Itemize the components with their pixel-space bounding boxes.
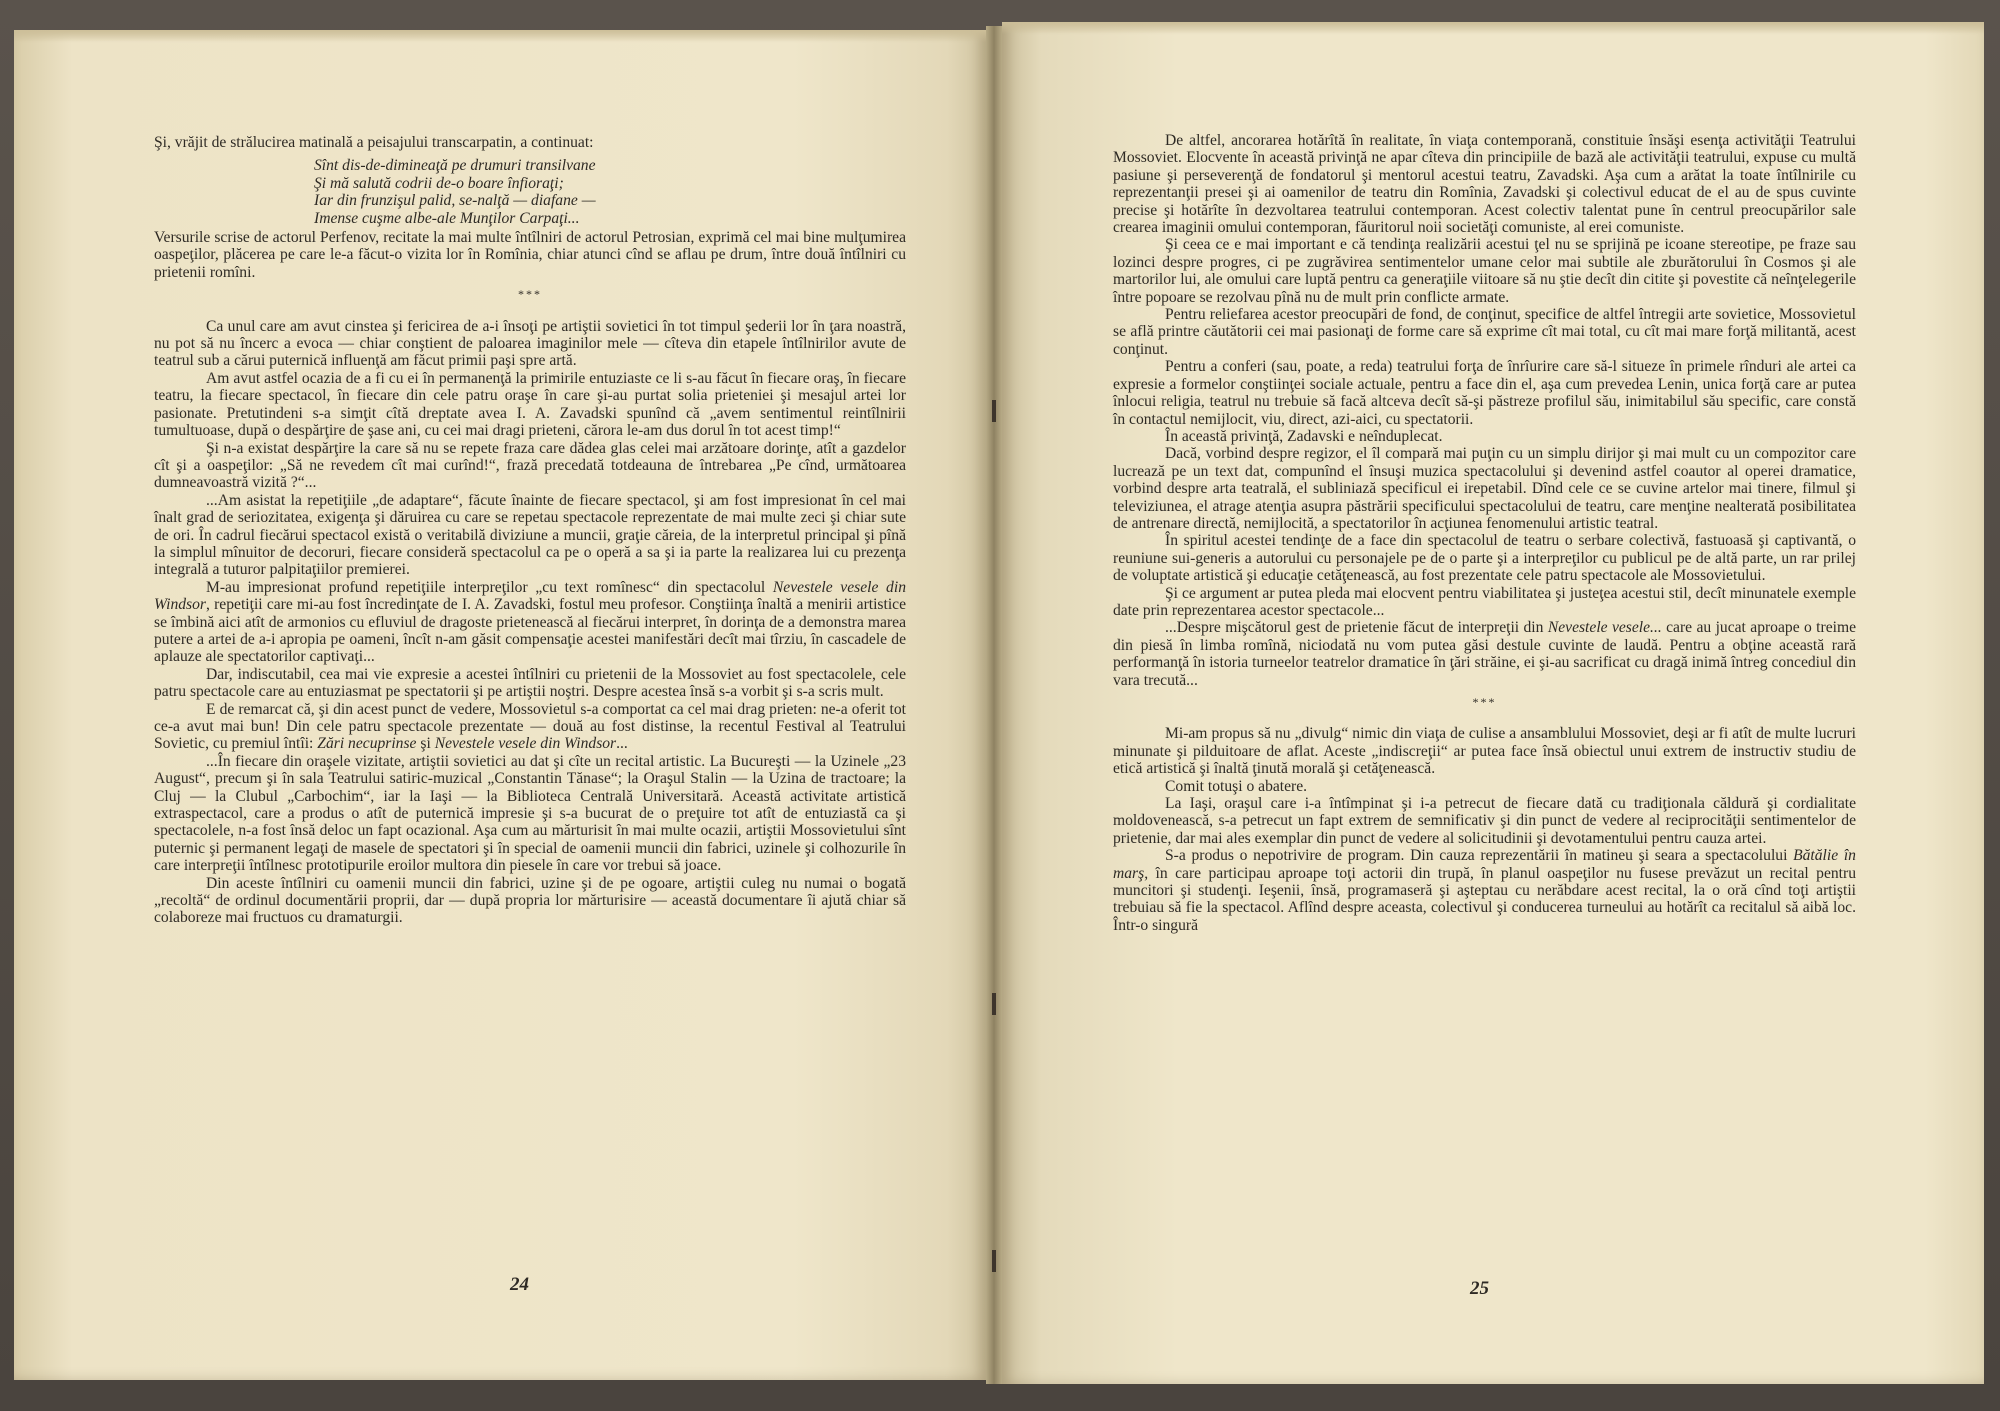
poem-line: Şi mă salută codrii de-o boare înfioraţi; [314,174,564,192]
binding-stitch [992,400,996,422]
book-gutter [986,26,1002,1384]
paragraph: Dar, indiscutabil, cea mai vie expresie a acestei întîlniri cu prietenii de la Mossoviet au fost spectacolele, cele patru spectacole care au entuziasmat pe spectatorii şi pe artiştii noştri. Despre acestea însă s-a vorbit şi s-a scris mult. [154,665,906,701]
paragraph: Comit totuşi o abatere. [1165,777,1308,795]
right-page [1002,22,1984,1384]
left-page [14,30,986,1380]
right-page-text [1113,132,1856,934]
paragraph: M-au impresionat profund repetiţiile interpreţilor „cu text romînesc“ din spectacolul Nevestele vesele din Windsor, repetiţii care mi-au fost încredinţate de I. A. Zavadski, fostul meu profesor. Conştiinţa înaltă a menirii artistice se îmbină aici atît de armonios cu efluviul de dragoste prietenească al fiecărui interpret, în dorinţa de a demonstra marea putere a artei de a-i apropia pe oameni, încît n-am găsit compensaţie acestei manifestări decît mai tîrziu, în cascadele de aplauze ale spectatorilor captivaţi... [154,578,906,666]
paragraph: Pentru a conferi (sau, poate, a reda) teatrului forţa de înrîurire care să-l situeze în primele rînduri ale artei ca expresie a formelor conştiinţei sociale actuale, pentru a face din el, aşa cum prevedea Lenin, unica forţă care ar putea înlocui religia, teatrul nu trebuie să facă altceva decît să-şi păstreze profilul său, inimitabilul său specific, care constă în contactul nemijlocit, viu, direct, azi-aici, cu spectatorii. [1113,358,1856,428]
paragraph: ...Am asistat la repetiţiile „de adaptare“, făcute înainte de fiecare spectacol, şi am fost impresionat în cel mai înalt grad de seriozitatea, exigenţa şi dăruirea cu care se repetau spectacole reprezentate de mai multe zeci şi chiar sute de ori. În cadrul fiecărui spectacol există o veritabilă diviziune a muncii, graţie căreia, de la interpretul principal şi pînă la simplul mînuitor de decoruri, fiecare consideră spectacolul ca pe o operă a sa şi ia parte la realizarea lui cu prezenţa integrală a tuturor palpitaţiilor premierei. [154,491,906,579]
paragraph: În această privinţă, Zadavski e neînduplecat. [1165,427,1443,445]
paragraph: De altfel, ancorarea hotărîtă în realitate, în viaţa contemporană, constituie însăşi esenţa activităţii Teatrului Mossoviet. Elocvente în această privinţă ne apar cîteva din principiile de bază ale activităţii teatrului, expuse cu multă pasiune şi perseverenţă de fondatorul şi mentorul acestui teatru, Zavadski. Aşa cum a arătat la toate întîlnirile cu reprezentanţii presei şi ai oamenilor de teatru din Romînia, Zavadski şi colectivul educat de el au de spus cuvinte precise şi hotărîte în dezvoltarea teatrului contemporan. Acest colectiv talentat pune în centrul preocupărilor sale crearea imaginii omului contemporan, făuritorul noii societăţi comuniste, al erei comuniste. [1113,132,1856,237]
paragraph: Şi n-a existat despărţire la care să nu se repete fraza care dădea glas celei mai arzătoare dorinţe, atît a gazdelor cît şi a oaspeţilor: „Să ne revedem cît mai curînd!“, frază precedată totdeauna de întrebarea „Pe cînd, următoarea dumneavoastră vizită ?“... [154,439,906,492]
section-separator: *** [518,287,542,302]
page-number: 24 [510,1274,529,1295]
paragraph: E de remarcat că, şi din acest punct de vedere, Mossovietul s-a comportat ca cel mai drag prieten: ne-a oferit tot ce-a avut mai bun! Din cele patru spectacole prezentate — două au fost distinse, la recentul Festival al Teatrului Sovietic, cu premiul întîi: Zări necuprinse şi Nevestele vesele din Windsor... [154,700,906,753]
poem-line: Iar din frunzişul palid, se-nalţă — diafane — [314,192,596,210]
paragraph: Am avut astfel ocazia de a fi cu ei în permanenţă la primirile entuziaste ce li s-au făcut în fiecare oraş, în fiecare teatru, la fiecare spectacol, în fiecare din cele patru oraşe în care şi-au purtat solia prieteniei şi mesajul artei lor pasionate. Pretutindeni s-a simţit cîtă dreptate avea I. A. Zavadski spunînd că „avem sentimentul reintîlnirii tumultuoase, după o despărţire de şase ani, cu cei mai dragi prieteni, cărora le-am dus dorul în tot acest timp!“ [154,369,906,440]
intro-line: Şi, vrăjit de strălucirea matinală a peisajului transcarpatin, a continuat: [154,134,594,151]
paragraph: ...În fiecare din oraşele vizitate, artiştii sovietici au dat şi cîte un recital artistic. La Bucureşti — la Uzinele „23 August“, precum şi în sala Teatrului satiric-muzical „Constantin Tănase“; la Oraşul Stalin — la Uzina de tractoare; la Cluj — la Clubul „Carbochim“, iar la Iaşi — la Biblioteca Centrală Universitară. Această activitate artistică extraspectacol, care a produs o atît de puternică impresie şi s-a bucurat de o preţuire tot atît de entuziastă ca şi spectacolele, n-a fost însă deloc un fapt ocazional. Aşa cum au mărturisit în mai multe ocazii, artiştii Mossovietului sînt puternic şi permanent legaţi de masele de spectatori şi în special de oamenii muncii din fabrici, uzinele şi colhozurile în care interpreţii întîlnesc prototipurile eroilor multora din piesele în care vor trebui să joace. [154,752,906,875]
page-number: 25 [1470,1278,1489,1299]
paragraph: În spiritul acestei tendinţe de a face din spectacolul de teatru o serbare colectivă, fastuoasă şi captivantă, o reuniune sui-generis a autorului cu personajele pe de o parte şi a interpreţilor cu publicul pe de altă parte, un rar prilej de voluptate artistică şi educaţie cetăţenească, au fost prezentate cele patru spectacole ale Mossovietului. [1113,532,1856,585]
paragraph: Pentru reliefarea acestor preocupări de fond, de conţinut, specifice de altfel întregii arte sovietice, Mossovietul se află printre căutătorii cei mai pasionaţi de forme care să exprime cît mai total, cu cît mai mare forţă militantă, acest conţinut. [1113,306,1856,358]
paragraph: S-a produs o nepotrivire de program. Din cauza reprezentării în matineu şi seara a spectacolului Bătălie în marş, în care participau aproape toţi actorii din trupă, în planul oaspeţilor nu fusese prevăzut un recital pentru muncitori şi studenţi. Ieşenii, însă, programaseră şi aşteptau cu nerăbdare acest recital, la o oră cînd toţi artiştii trebuiau să fie la spectacol. Aflînd despre aceasta, colectivul şi conducerea turneului au hotărît ca recitalul să aibă loc. Într-o singură [1113,847,1856,934]
paragraph: Şi ce argument ar putea pleda mai elocvent pentru viabilitatea şi justeţea acestui stil, decît minunatele exemple date prin reprezentarea acestor spectacole... [1113,584,1856,619]
paragraph: Şi ceea ce e mai important e că tendinţa realizării acestui ţel nu se sprijină pe icoane stereotipe, pe fraze sau lozinci despre progres, ci pe zugrăvirea sentimentelor umane celor mai subtile ale zburătorului în Cosmos şi ale martorilor lui, ale omului care luptă pentru ca generaţiile viitoare să nu ştie decît din citite şi povestite că neînţelegerile între popoare se rezolvau pînă nu de mult prin conflicte armate. [1113,236,1856,306]
paragraph: Dacă, vorbind despre regizor, el îl compară mai puţin cu un simplu dirijor şi mai mult cu un compozitor care lucrează pe un text dat, compunînd el însuşi muzica spectacolului şi devenind astfel coautor al operei dramatice, vorbind despre arta teatrală, el subliniază specificul ei irepetabil. Dînd cele ce se cuvine artelor mai tinere, filmul şi televiziunea, el atrage atenţia asupra păstrării specificului spectacolului de teatru, care menţine nealterată posibilitatea de antrenare directă, nemijlocită, a spectatorilor în acţiunea fenomenului artistic teatral. [1113,445,1856,532]
poem-line: Sînt dis-de-dimineaţă pe drumuri transilvane [314,157,596,175]
paragraph: Versurile scrise de actorul Perfenov, recitate la mai multe întîlniri de actorul Petrosian, exprimă cel mai bine mulţumirea oaspeţilor, plăcerea pe care le-a făcut-o vizita lor în Romînia, chiar atunci cînd se aflau pe drum, între două întîlniri cu prietenii romîni. [154,229,906,281]
poem-line: Imense cuşme albe-ale Munţilor Carpaţi... [314,209,580,227]
paragraph: Ca unul care am avut cinstea şi fericirea de a-i însoţi pe artiştii sovietici în tot timpul şederii lor în ţara noastră, nu pot să nu încerc a evoca — chiar conştient de paloarea imaginilor mele — cîteva din etapele întîlnirilor avute de teatrul sub a cărui puternică influenţă am făcut primii paşi spre artă. [154,317,906,370]
paragraph: Din aceste întîlniri cu oamenii muncii din fabrici, uzine şi de pe ogoare, artiştii culeg nu numai o bogată „recoltă“ de ordinul documentării proprii, dar — după propria lor mărturisire — această documentare îi ajută chiar să colaboreze mai fructuos cu dramaturgii. [154,874,906,927]
poem [314,157,906,227]
binding-stitch [992,1250,996,1272]
paragraph: ...Despre mişcătorul gest de prietenie făcut de interpreţii din Nevestele vesele... care au jucat aproape o treime din piesă în limba romînă, niciodată nu vom putea găsi destule cuvinte de laudă. Pentru a obţine această rară performanţă în istoria turneelor teatrelor dramatice în ţări străine, ei şi-au sacrificat cu dragă inimă întreg concediul din vara trecută... [1113,619,1857,689]
section-separator: *** [1472,695,1497,709]
left-page-text [154,134,906,927]
paragraph: Mi-am propus să nu „divulg“ nimic din viaţa de culise a ansamblului Mossoviet, deşi ar fi atît de multe lucruri minunate şi pilduitoare de aflat. Aceste „indiscreţii“ ar putea face însă obiectul unui extrem de instructiv studiu de etică artistică şi înaltă ţinută morală şi cetăţenească. [1113,725,1856,778]
paragraph: La Iaşi, oraşul care i-a întîmpinat şi i-a petrecut de fiecare dată cu tradiţionala căldură şi cordialitate moldovenească, s-a petrecut un fapt extrem de semnificativ şi din punct de vedere al reciprocităţii sentimentelor de prietenie, dar mai ales exemplar din punct de vedere al solicitudinii şi devotamentului pentru cauza artei. [1113,795,1856,847]
binding-stitch [992,993,996,1015]
